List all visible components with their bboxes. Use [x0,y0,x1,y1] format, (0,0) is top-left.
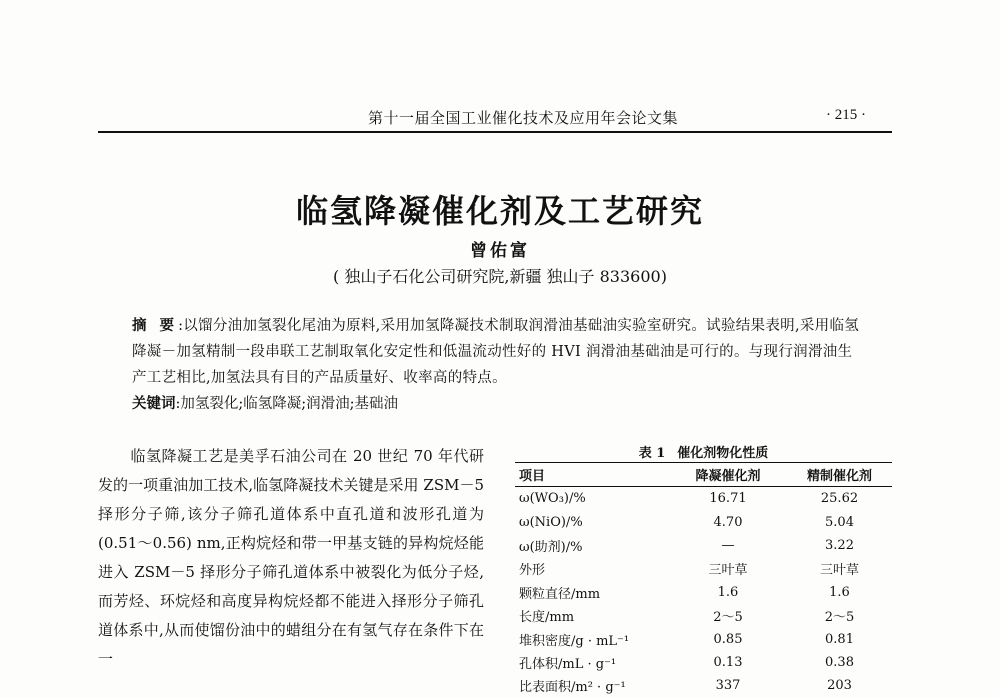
table-cell: 0.85 [713,631,743,647]
table-cell: 203 [827,678,852,694]
table-row [515,510,892,533]
table-header-cell: 降凝催化剂 [669,463,787,487]
table-cell: 2～5 [824,610,855,626]
table-row [515,627,892,650]
table-cell: 颗粒直径/mm [519,586,601,602]
table-cell: 25.62 [820,491,859,507]
table-cell: ω(WO₃)/% [519,491,586,507]
table-row [515,604,892,627]
header-rule [98,131,892,133]
table-header-cell: 项目 [515,463,669,487]
table-cell: 0.13 [713,654,743,670]
article-author: 曾佑富 [470,241,530,261]
keywords-label: 关键词 [132,395,176,412]
table-row [515,557,892,580]
table-cell: 337 [715,678,741,694]
table-cell: — [721,537,735,553]
table-cell: 5.04 [825,514,854,530]
table-cell: 1.6 [829,584,850,600]
table-row [515,534,892,557]
article-title: 临氢降凝催化剂及工艺研究 [295,192,704,230]
table-cell: 4.70 [713,514,743,530]
table-cell: 0.38 [825,654,854,670]
table-cell: 三叶草 [708,563,748,579]
table-row [515,581,892,604]
table-cell: 外形 [519,563,546,579]
article-affiliation: ( 独山子石化公司研究院,新疆 独山子 833600) [333,267,667,286]
table-cell: 三叶草 [819,563,859,579]
table-cell: 长度/mm [519,610,575,626]
body-paragraph [98,442,484,674]
keywords-text: :加氢裂化;临氢降凝;润滑油;基础油 [175,396,399,412]
table-number: 表 1 [638,446,666,461]
table-cell: 2～5 [713,610,743,626]
table-caption [515,442,892,461]
table-header-row [515,463,892,487]
table-row [515,651,892,674]
table-row [515,487,892,511]
abstract [132,313,860,391]
table-row [515,674,892,697]
table-cell: 孔体积/mL · g⁻¹ [519,656,617,672]
abstract-label: 摘 要 [132,317,179,334]
keywords [132,392,860,413]
abstract-text: :以馏分油加氢裂化尾油为原料,采用加氢降凝技术制取润滑油基础油实验室研究。试验结果表明,采用临氢降凝－加氢精制一段串联工艺制取氧化安定性和低温流动性好的 HVI 润滑油基础油是可行的。与现行润滑油生产工艺相比,加氢法具有目的产品质量好、收率高的特点。 [132,318,860,386]
table-cell: 0.81 [825,631,854,647]
table-header-cell: 精制催化剂 [787,463,892,487]
table-cell: 堆积密度/g · mL⁻¹ [519,633,630,649]
table-cell: 1.6 [717,584,739,600]
page-number: · 215 · [826,107,866,123]
table-cell: 16.71 [709,491,747,507]
table-cell: 3.22 [825,537,854,553]
body-paragraph-text: 临氢降凝工艺是美孚石油公司在 20 世纪 70 年代研发的一项重油加工技术,临氢降凝技术关键是采用 ZSM－5 择形分子筛,该分子筛孔道体系中直孔道和波形孔道为(0.51～0.56) nm,正构烷烃和带一甲基支链的异构烷烃能进入 ZSM－5 择形分子筛孔道体系中被裂化为低分子烃,而芳烃、环烷烃和高度异构烷烃都不能进入择形分子筛孔道体系中,从而使馏份油中的蜡组分在有氢气存在条件下在一 [98,447,484,668]
table-cell: 比表面积/m² · g⁻¹ [519,680,626,696]
table-cell: ω(NiO)/% [519,514,583,530]
running-head: 第十一届全国工业催化技术及应用年会论文集 [368,109,679,127]
table-cell: ω(助剂)/% [519,539,583,555]
catalyst-properties-table [515,462,892,698]
table-caption-text: 催化剂物化性质 [677,446,769,461]
